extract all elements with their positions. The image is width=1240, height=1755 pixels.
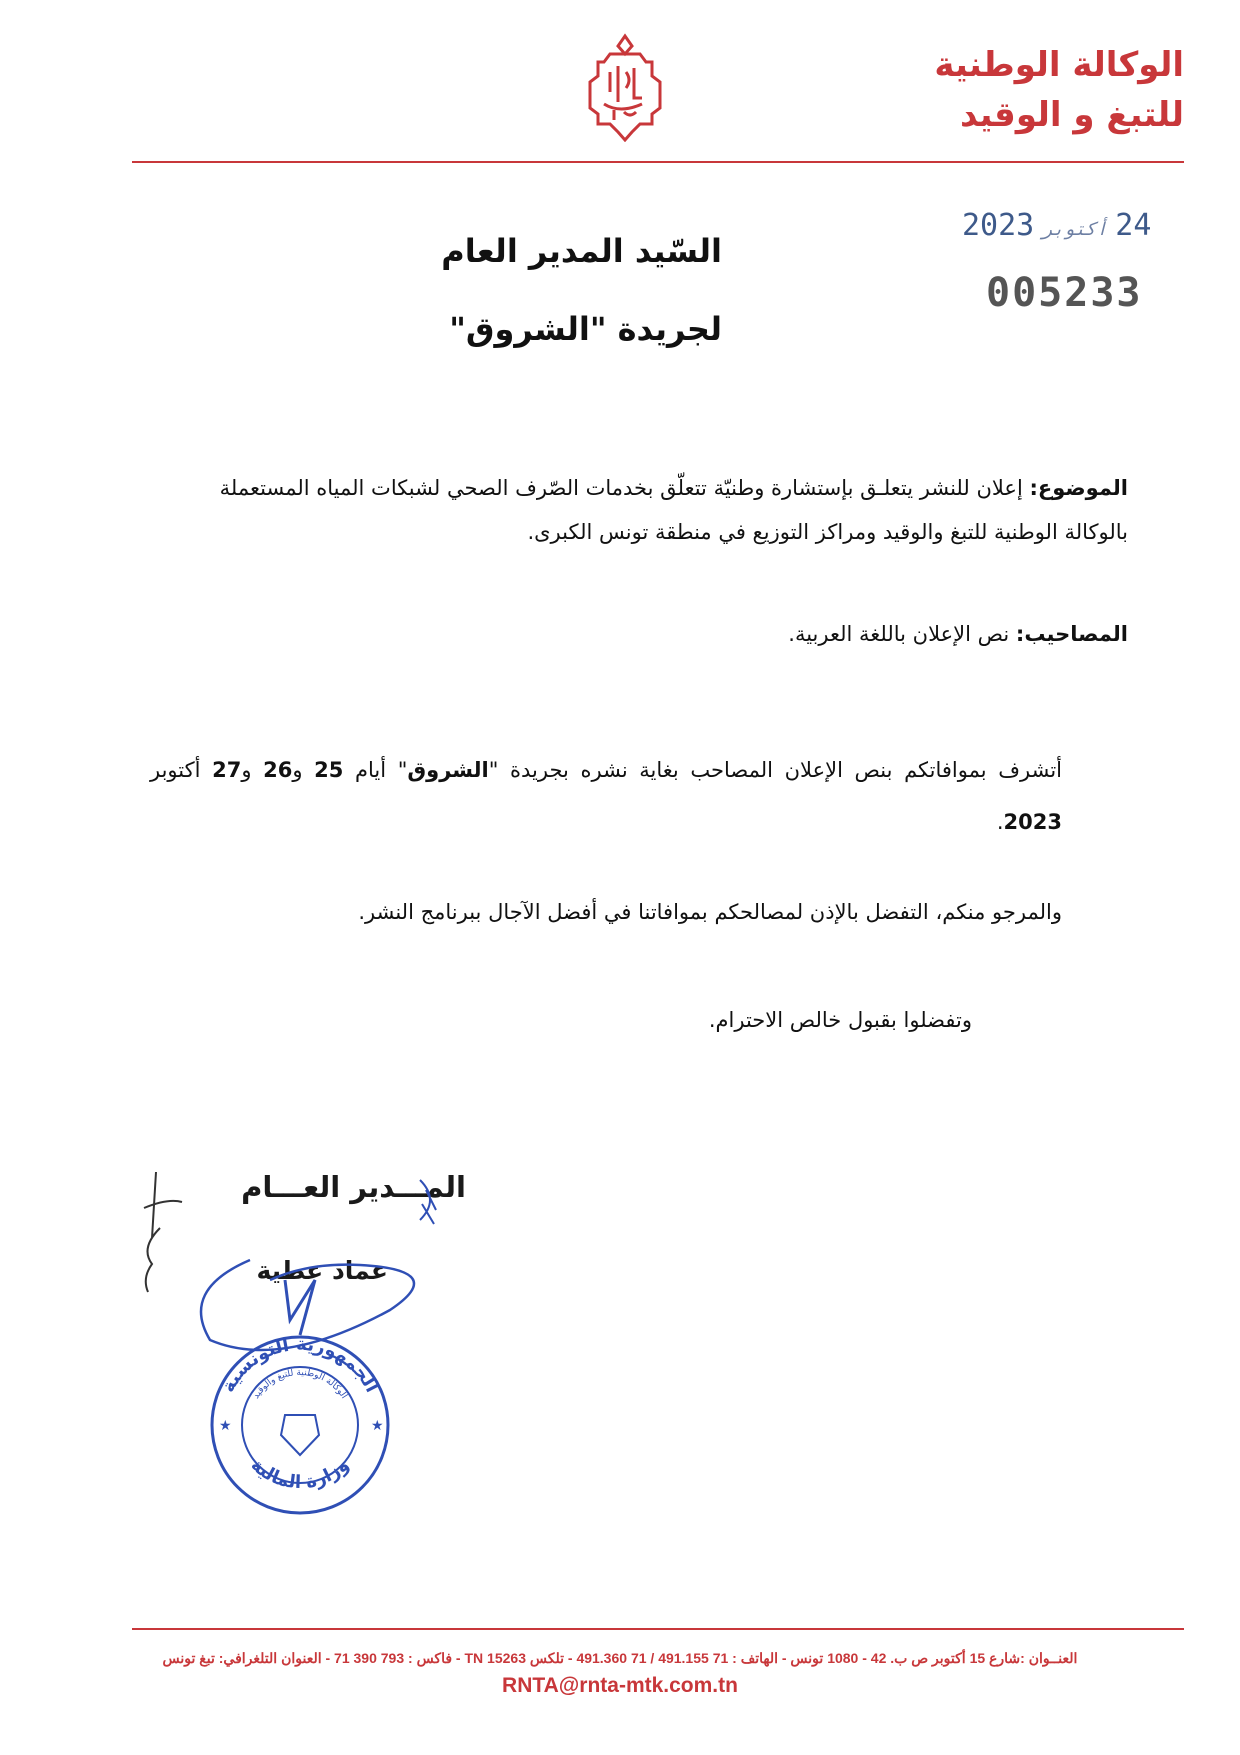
body-p1-day2: 26 [263, 758, 293, 782]
signatory-title: المـــدير العـــام [241, 1170, 466, 1204]
svg-text:★: ★ [371, 1418, 384, 1434]
attachments-label: المصاحيب: [1015, 622, 1128, 646]
body-p1-month: أكتوبر [150, 758, 213, 782]
body-p1-part2: " أيام [343, 758, 408, 782]
body-p1-newspaper: الشروق [407, 758, 489, 782]
body-paragraph-1 [150, 744, 1062, 848]
seal-outer-text: الجمهورية التونسية [217, 1333, 383, 1396]
date-stamp [962, 208, 1151, 243]
body-p1-year: 2023 [1003, 810, 1062, 834]
signatory-name: عماد عطية [256, 1256, 388, 1285]
addressee-newspaper: لجريدة "الشروق" [449, 310, 722, 348]
date-day: 24 [1115, 208, 1152, 243]
date-year: 2023 [962, 208, 1035, 243]
organization-name-line1: الوكالة الوطنية [934, 45, 1184, 85]
subject-paragraph [160, 466, 1128, 554]
seal-bottom-text: وزارة المالية [246, 1454, 354, 1494]
svg-text:وزارة المالية [247, 1455, 354, 1493]
attachments-text: نص الإعلان باللغة العربية. [788, 622, 1010, 646]
body-p1-and2: و [241, 758, 264, 782]
date-month: أكتوبر [1042, 219, 1108, 240]
svg-text:★: ★ [219, 1418, 232, 1434]
footer-email: RNTA@rnta-mtk.com.tn [502, 1674, 738, 1697]
svg-text:الجمهورية التونسية [218, 1334, 383, 1396]
body-p1-and1: و [292, 758, 315, 782]
attachments-paragraph [788, 622, 1128, 646]
body-p1-day3: 27 [212, 758, 242, 782]
reference-number: 005233 [986, 270, 1143, 316]
body-paragraph-2: والمرجو منكم، التفضل بالإذن لمصالحكم بموافاتنا في أفضل الآجال ببرنامج النشر. [358, 900, 1062, 924]
body-paragraph-3: وتفضلوا بقبول خالص الاحترام. [708, 1008, 972, 1032]
body-p1-end: . [996, 810, 1004, 834]
body-p1-day1: 25 [314, 758, 344, 782]
agency-calligraphy-logo-icon [580, 32, 670, 142]
addressee-title: السّيد المدير العام [441, 232, 722, 270]
body-p1-part1: أتشرف بموافاتكم بنص الإعلان المصاحب بغاية نشره بجريدة " [488, 758, 1062, 782]
footer-address: العنــوان :شارع 15 أكتوبر ص ب. 42 - 1080 تونس - الهاتف : 71 491.155 / 71 491.360 - تلكس 15263 TN - فاكس : 793 390 71 - العنوان التلغرافي: تبغ تونس [162, 1650, 1078, 1666]
organization-name [934, 40, 1184, 140]
header-divider [132, 161, 1184, 163]
footer-divider [132, 1628, 1184, 1630]
seal-inner-text: الوكالة الوطنية للتبغ والوقيد [251, 1367, 349, 1401]
subject-text: إعلان للنشر يتعلـق بإستشارة وطنيّة تتعلّق بخدمات الصّرف الصحي لشبكات المياه المستعملة بالوكالة الوطنية للتبغ والوقيد ومراكز التوزيع في منطقة تونس الكبرى. [219, 476, 1128, 544]
subject-label: الموضوع: [1029, 476, 1128, 500]
official-seal [205, 1330, 395, 1520]
svg-text:الوكالة الوطنية للتبغ والوقيد [251, 1368, 348, 1401]
organization-name-line2: للتبغ و الوقيد [960, 95, 1184, 135]
